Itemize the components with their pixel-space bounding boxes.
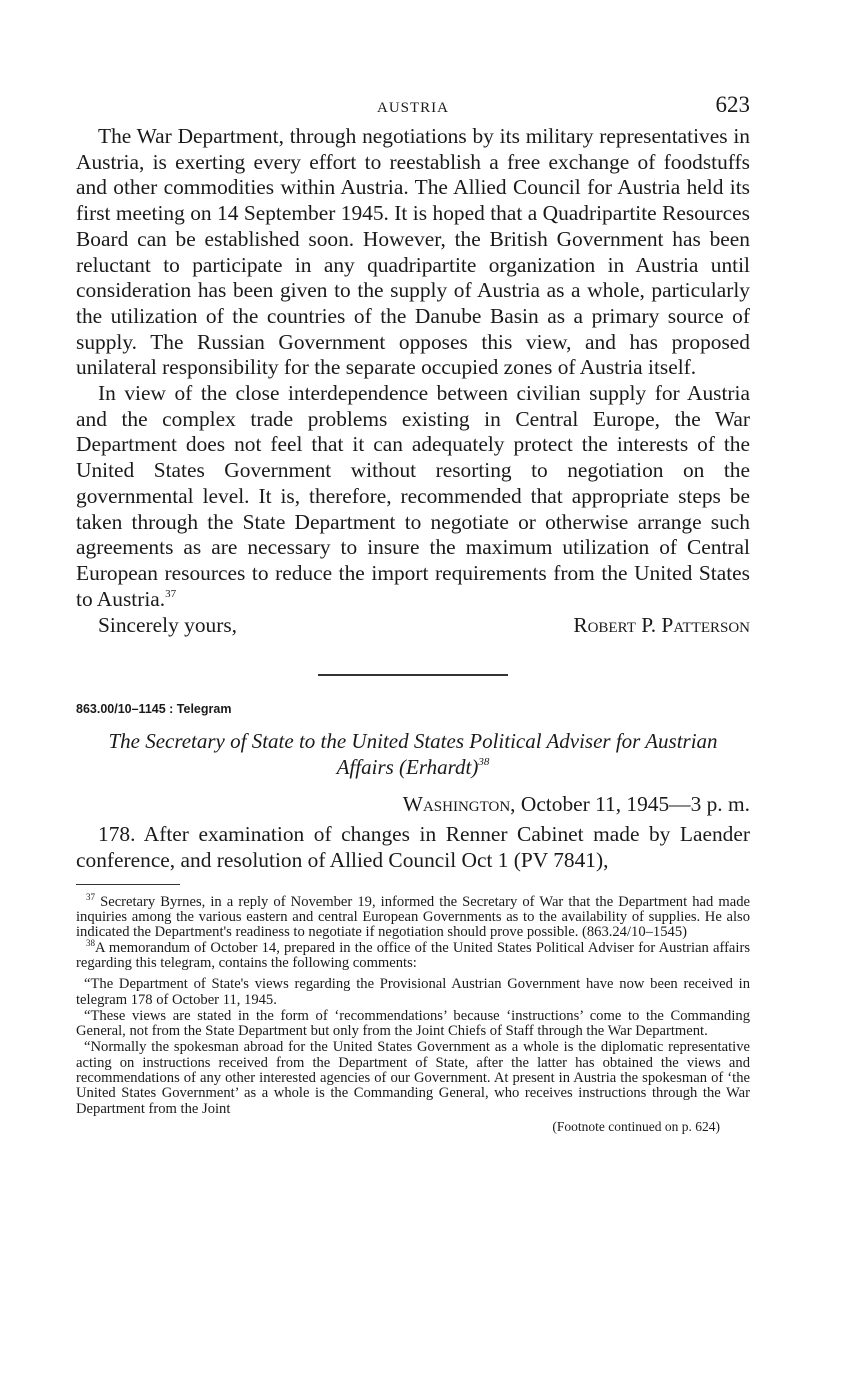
- page-number: 623: [715, 92, 750, 117]
- running-head: [76, 90, 750, 124]
- footnote-continuation: (Footnote continued on p. 624): [552, 1118, 720, 1134]
- document-heading-text: The Secretary of State to the United States Political Adviser for Austrian Affairs (Erhardt): [108, 729, 718, 780]
- section-divider: [318, 674, 508, 676]
- telegram-body: 178. After examination of changes in Renner Cabinet made by Laender conference, and resolution of Allied Council Oct 1 (PV 7841),: [76, 822, 750, 873]
- letter-paragraph: The War Department, through negotiations by its military representatives in Austria, is exerting every effort to reestablish a free exchange of foodstuffs and other commodities within Austria. The Allied Council for Austria held its first meeting on 14 September 1945. It is hoped that a Quadripartite Resources Board can be established soon. However, the British Government has been reluctant to participate in any quadripartite organization in Austria until consideration has been given to the supply of Austria as a whole, particularly the utilization of the countries of the Danube Basin as a primary source of supply. The Russian Government opposes this view, and has proposed unilateral responsibility for the separate occupied zones of Austria itself.: [76, 124, 750, 380]
- footnote-ref-38: 38: [478, 756, 490, 769]
- footnote-quote: “Normally the spokesman abroad for the United States Government as a whole is the diplomatic representative acting on instructions received from the Department of State, after the latter has obtained the views and recommendations of any other interested agencies of our Government. At present in Austria the spokesman of ‘the United States Government’ as a whole is the Commanding General, who receives instructions through the War Department from the Joint: [76, 1039, 750, 1117]
- footnote-ref-37: 37: [165, 587, 177, 600]
- footnote-number: 38: [86, 937, 95, 948]
- footnote-37: [76, 891, 750, 941]
- file-reference: 863.00/10–1145 : Telegram: [76, 702, 232, 717]
- footnote-text: A memorandum of October 14, prepared in the office of the United States Political Adviser for Austrian affairs regarding this telegram, contains the following comments:: [76, 939, 750, 971]
- document-page: [76, 90, 750, 1135]
- footnote-number: 37: [86, 891, 95, 902]
- footnote-divider: [76, 884, 180, 885]
- letter-signoff: [76, 612, 750, 638]
- dateline-date: , October 11, 1945—3 p. m.: [510, 792, 750, 817]
- footnote-38: [76, 937, 750, 972]
- letter-paragraph: [76, 381, 750, 612]
- section-title: AUSTRIA: [376, 100, 449, 116]
- footnote-text: Secretary Byrnes, in a reply of November 19, informed the Secretary of War that the Department had made inquiries among the various eastern and central European Governments as to the availability of supplies. He also indicated the Department's readiness to negotiate if negotiation should prove possible. (863.24/10–1545): [76, 893, 750, 941]
- footnote-quote: “The Department of State's views regarding the Provisional Austrian Government have now been received in telegram 178 of October 11, 1945.: [76, 976, 750, 1008]
- letter-paragraph-text: In view of the close interdependence between civilian supply for Austria and the complex trade problems existing in Central Europe, the War Department does not feel that it can adequately protect the interests of the United States Government without resorting to negotiation on the governmental level. It is, therefore, recommended that appropriate steps be taken through the State Department to negotiate or otherwise arrange such agreements as are necessary to insure the maximum utilization of Central European resources to reduce the import requirements from the United States to Austria.: [76, 381, 750, 611]
- signature: Robert P. Patterson: [573, 613, 750, 638]
- dateline: [76, 790, 750, 818]
- footnote-quote: “These views are stated in the form of ‘recommendations’ because ‘instructions’ come to the Commanding General, not from the State Department but only from the Joint Chiefs of Staff through the War Department.: [76, 1007, 750, 1040]
- dateline-place: Washington: [402, 792, 511, 817]
- document-heading: [106, 728, 720, 780]
- closing: Sincerely yours,: [98, 613, 238, 638]
